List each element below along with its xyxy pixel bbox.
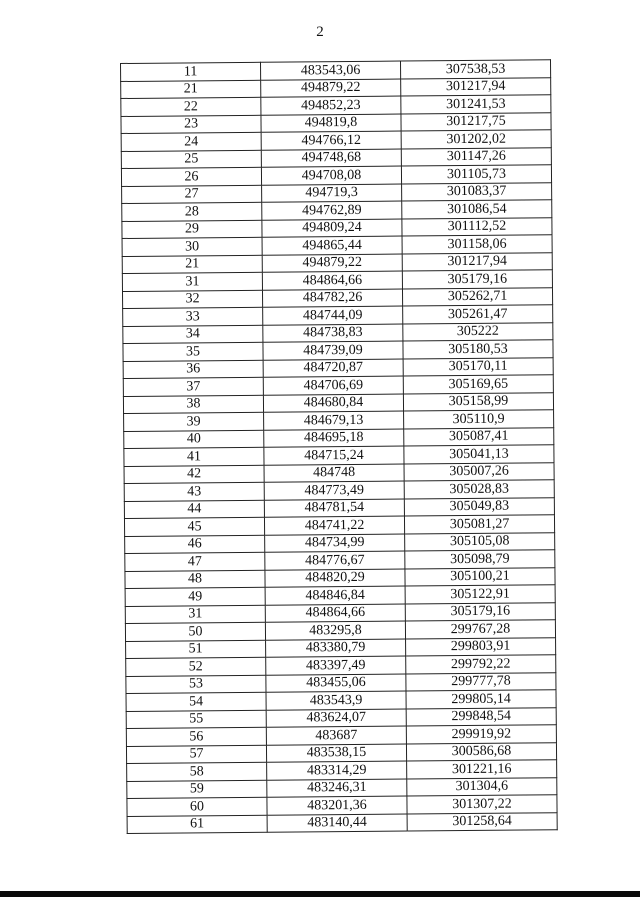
x-coordinate-cell: 494762,89 bbox=[262, 201, 402, 220]
point-number-cell: 52 bbox=[126, 657, 266, 676]
y-coordinate-cell: 299848,54 bbox=[406, 707, 556, 726]
y-coordinate-cell: 305100,21 bbox=[405, 567, 555, 586]
point-number-cell: 39 bbox=[124, 412, 264, 431]
y-coordinate-cell: 305087,41 bbox=[404, 427, 554, 446]
x-coordinate-cell: 483538,15 bbox=[266, 744, 406, 763]
y-coordinate-cell: 305262,71 bbox=[402, 287, 552, 306]
x-coordinate-cell: 483687 bbox=[266, 726, 406, 745]
x-coordinate-cell: 494748,68 bbox=[261, 149, 401, 168]
y-coordinate-cell: 305098,79 bbox=[405, 550, 555, 569]
y-coordinate-cell: 301304,6 bbox=[407, 777, 557, 796]
point-number-cell: 58 bbox=[127, 762, 267, 781]
point-number-cell: 38 bbox=[123, 395, 263, 414]
point-number-cell: 48 bbox=[125, 570, 265, 589]
y-coordinate-cell: 301258,64 bbox=[407, 812, 557, 831]
x-coordinate-cell: 483543,9 bbox=[266, 691, 406, 710]
point-number-cell: 37 bbox=[123, 377, 263, 396]
point-number-cell: 43 bbox=[124, 482, 264, 501]
point-number-cell: 35 bbox=[123, 342, 263, 361]
x-coordinate-cell: 484734,99 bbox=[265, 534, 405, 553]
y-coordinate-cell: 301105,73 bbox=[401, 165, 551, 184]
x-coordinate-cell: 484781,54 bbox=[264, 499, 404, 518]
point-number-cell: 60 bbox=[127, 797, 267, 816]
scan-edge-bar bbox=[0, 891, 640, 897]
x-coordinate-cell: 484820,29 bbox=[265, 569, 405, 588]
x-coordinate-cell: 483295,8 bbox=[265, 621, 405, 640]
y-coordinate-cell: 305222 bbox=[403, 322, 553, 341]
x-coordinate-cell: 484720,87 bbox=[263, 359, 403, 378]
point-number-cell: 50 bbox=[125, 622, 265, 641]
point-number-cell: 47 bbox=[125, 552, 265, 571]
point-number-cell: 61 bbox=[127, 815, 267, 834]
y-coordinate-cell: 301241,53 bbox=[401, 95, 551, 114]
point-number-cell: 27 bbox=[122, 185, 262, 204]
y-coordinate-cell: 305261,47 bbox=[403, 305, 553, 324]
point-number-cell: 29 bbox=[122, 220, 262, 239]
x-coordinate-cell: 494809,24 bbox=[262, 219, 402, 238]
x-coordinate-cell: 483314,29 bbox=[267, 761, 407, 780]
y-coordinate-cell: 299919,92 bbox=[406, 725, 556, 744]
y-coordinate-cell: 299803,91 bbox=[406, 637, 556, 656]
x-coordinate-cell: 484748 bbox=[264, 464, 404, 483]
point-number-cell: 57 bbox=[126, 745, 266, 764]
x-coordinate-cell: 484679,13 bbox=[264, 411, 404, 430]
x-coordinate-cell: 484706,69 bbox=[263, 376, 403, 395]
y-coordinate-cell: 305081,27 bbox=[404, 515, 554, 534]
point-number-cell: 46 bbox=[125, 535, 265, 554]
y-coordinate-cell: 301202,02 bbox=[401, 130, 551, 149]
point-number-cell: 26 bbox=[121, 167, 261, 186]
y-coordinate-cell: 299792,22 bbox=[406, 655, 556, 674]
point-number-cell: 21 bbox=[122, 255, 262, 274]
x-coordinate-cell: 494708,08 bbox=[261, 166, 401, 185]
point-number-cell: 11 bbox=[121, 62, 261, 81]
x-coordinate-cell: 484864,66 bbox=[262, 271, 402, 290]
page-number: 2 bbox=[316, 24, 324, 40]
point-number-cell: 42 bbox=[124, 465, 264, 484]
point-number-cell: 51 bbox=[126, 640, 266, 659]
x-coordinate-cell: 483543,06 bbox=[260, 61, 400, 80]
point-number-cell: 49 bbox=[125, 587, 265, 606]
y-coordinate-cell: 305179,16 bbox=[402, 270, 552, 289]
y-coordinate-cell: 305169,65 bbox=[403, 375, 553, 394]
point-number-cell: 33 bbox=[123, 307, 263, 326]
y-coordinate-cell: 301217,94 bbox=[401, 77, 551, 96]
x-coordinate-cell: 484738,83 bbox=[263, 324, 403, 343]
y-coordinate-cell: 301307,22 bbox=[407, 795, 557, 814]
point-number-cell: 31 bbox=[122, 272, 262, 291]
x-coordinate-cell: 484715,24 bbox=[264, 446, 404, 465]
y-coordinate-cell: 305110,9 bbox=[404, 410, 554, 429]
x-coordinate-cell: 484773,49 bbox=[264, 481, 404, 500]
x-coordinate-cell: 494865,44 bbox=[262, 236, 402, 255]
x-coordinate-cell: 483201,36 bbox=[267, 796, 407, 815]
y-coordinate-cell: 301221,16 bbox=[407, 760, 557, 779]
y-coordinate-cell: 305179,16 bbox=[405, 602, 555, 621]
point-number-cell: 24 bbox=[121, 132, 261, 151]
x-coordinate-cell: 484744,09 bbox=[263, 306, 403, 325]
y-coordinate-cell: 305122,91 bbox=[405, 585, 555, 604]
point-number-cell: 36 bbox=[123, 360, 263, 379]
y-coordinate-cell: 299767,28 bbox=[405, 620, 555, 639]
point-number-cell: 32 bbox=[122, 290, 262, 309]
x-coordinate-cell: 484739,09 bbox=[263, 341, 403, 360]
y-coordinate-cell: 305049,83 bbox=[404, 497, 554, 516]
point-number-cell: 34 bbox=[123, 325, 263, 344]
x-coordinate-cell: 484846,84 bbox=[265, 586, 405, 605]
y-coordinate-cell: 305105,08 bbox=[405, 532, 555, 551]
y-coordinate-cell: 299805,14 bbox=[406, 690, 556, 709]
point-number-cell: 25 bbox=[121, 150, 261, 169]
x-coordinate-cell: 494852,23 bbox=[261, 96, 401, 115]
y-coordinate-cell: 301147,26 bbox=[401, 147, 551, 166]
point-number-cell: 31 bbox=[125, 605, 265, 624]
y-coordinate-cell: 305041,13 bbox=[404, 445, 554, 464]
x-coordinate-cell: 494879,22 bbox=[262, 254, 402, 273]
y-coordinate-cell: 301217,75 bbox=[401, 112, 551, 131]
y-coordinate-cell: 301158,06 bbox=[402, 235, 552, 254]
x-coordinate-cell: 483140,44 bbox=[267, 814, 407, 833]
point-number-cell: 28 bbox=[122, 202, 262, 221]
point-number-cell: 56 bbox=[126, 727, 266, 746]
point-number-cell: 22 bbox=[121, 97, 261, 116]
point-number-cell: 55 bbox=[126, 710, 266, 729]
x-coordinate-cell: 484864,66 bbox=[265, 604, 405, 623]
x-coordinate-cell: 483624,07 bbox=[266, 709, 406, 728]
x-coordinate-cell: 483455,06 bbox=[266, 674, 406, 693]
y-coordinate-cell: 299777,78 bbox=[406, 672, 556, 691]
x-coordinate-cell: 494766,12 bbox=[261, 131, 401, 150]
point-number-cell: 41 bbox=[124, 447, 264, 466]
point-number-cell: 30 bbox=[122, 237, 262, 256]
point-number-cell: 59 bbox=[127, 780, 267, 799]
y-coordinate-cell: 305028,83 bbox=[404, 480, 554, 499]
coordinates-table-body bbox=[121, 60, 558, 834]
point-number-cell: 45 bbox=[124, 517, 264, 536]
x-coordinate-cell: 494819,8 bbox=[261, 114, 401, 133]
y-coordinate-cell: 300586,68 bbox=[406, 742, 556, 761]
x-coordinate-cell: 483397,49 bbox=[266, 656, 406, 675]
x-coordinate-cell: 484741,22 bbox=[264, 516, 404, 535]
x-coordinate-cell: 494879,22 bbox=[261, 79, 401, 98]
x-coordinate-cell: 483380,79 bbox=[266, 639, 406, 658]
point-number-cell: 53 bbox=[126, 675, 266, 694]
x-coordinate-cell: 483246,31 bbox=[267, 779, 407, 798]
x-coordinate-cell: 484680,84 bbox=[263, 394, 403, 413]
y-coordinate-cell: 301086,54 bbox=[402, 200, 552, 219]
x-coordinate-cell: 484776,67 bbox=[265, 551, 405, 570]
y-coordinate-cell: 305007,26 bbox=[404, 462, 554, 481]
point-number-cell: 23 bbox=[121, 115, 261, 134]
x-coordinate-cell: 484695,18 bbox=[264, 429, 404, 448]
y-coordinate-cell: 307538,53 bbox=[400, 60, 550, 79]
y-coordinate-cell: 301217,94 bbox=[402, 252, 552, 271]
y-coordinate-cell: 305180,53 bbox=[403, 340, 553, 359]
point-number-cell: 44 bbox=[124, 500, 264, 519]
coordinates-table bbox=[120, 59, 558, 834]
y-coordinate-cell: 301112,52 bbox=[402, 217, 552, 236]
point-number-cell: 54 bbox=[126, 692, 266, 711]
point-number-cell: 21 bbox=[121, 80, 261, 99]
y-coordinate-cell: 305170,11 bbox=[403, 357, 553, 376]
x-coordinate-cell: 484782,26 bbox=[262, 289, 402, 308]
y-coordinate-cell: 301083,37 bbox=[402, 182, 552, 201]
table-row bbox=[127, 812, 557, 833]
x-coordinate-cell: 494719,3 bbox=[262, 184, 402, 203]
point-number-cell: 40 bbox=[124, 430, 264, 449]
y-coordinate-cell: 305158,99 bbox=[403, 392, 553, 411]
